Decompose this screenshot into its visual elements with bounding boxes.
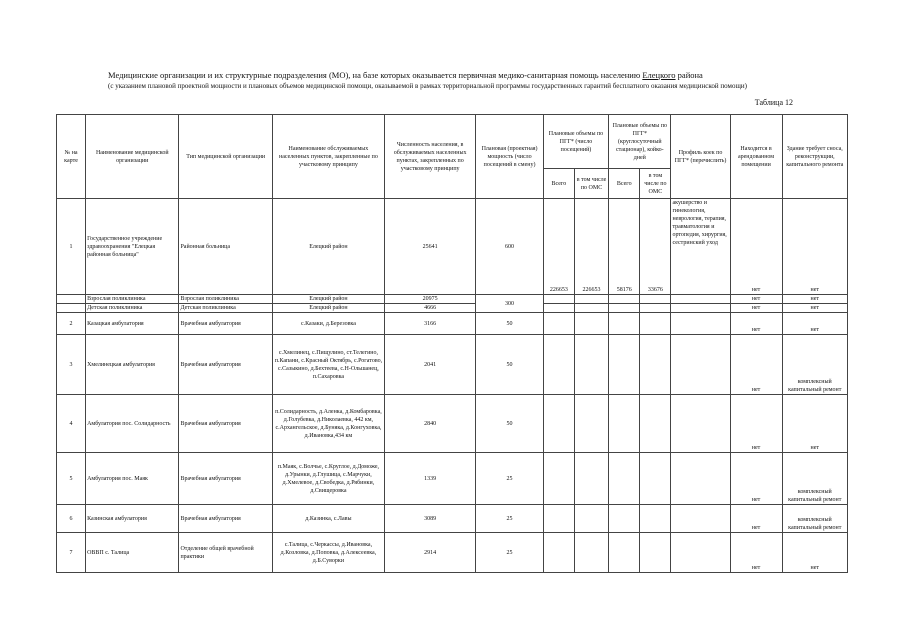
- cell-profile: [671, 505, 730, 533]
- cell-num: 4: [57, 395, 86, 453]
- cell-population: 2840: [384, 395, 475, 453]
- cell-settlements: Елецкий район: [272, 199, 384, 295]
- col-population: Численность населения, в обслуживаемых населенных пунктах, закрепленных по участковому принципу: [384, 115, 475, 199]
- cell-name: Детская поликлиника: [86, 304, 179, 313]
- cell-visits-total: [543, 453, 574, 505]
- cell-repair: нет: [782, 295, 848, 304]
- cell-settlements: с.Хмелинец, с.Пищулино, ст.Телегино, п.Капани, с.Красный Октябрь, с.Рогатово, с.Сазыкино, д.Бехтеева, с.Н-Ольшанец, п.Сахаровка: [272, 335, 384, 395]
- cell-name: Амбулатория пос. Солидарность: [86, 395, 179, 453]
- cell-days-oms: [640, 335, 671, 395]
- cell-name: Взрослая поликлиника: [86, 295, 179, 304]
- cell-type: Врачебная амбулатория: [179, 335, 272, 395]
- col-type: Тип медицинской организации: [179, 115, 272, 199]
- title-suffix: района: [677, 70, 703, 80]
- cell-days-oms: [640, 313, 671, 335]
- cell-profile: [671, 453, 730, 505]
- cell-visits-total: [543, 505, 574, 533]
- cell-days-oms: [640, 395, 671, 453]
- cell-visits-oms: [574, 453, 608, 505]
- cell-repair: комплексный капитальный ремонт: [782, 505, 848, 533]
- col-rented: Находится в арендованном помещении: [730, 115, 782, 199]
- cell-population: 20975: [384, 295, 475, 304]
- cell-name: Государственное учреждение здравоохранения "Елецкая районная больница": [86, 199, 179, 295]
- cell-capacity: 25: [476, 453, 543, 505]
- cell-rented: нет: [730, 533, 782, 573]
- cell-visits-oms: [574, 335, 608, 395]
- cell-settlements: с.Казаки, д.Березовка: [272, 313, 384, 335]
- cell-capacity: 50: [476, 335, 543, 395]
- table-row: [57, 199, 848, 295]
- cell-rented: нет: [730, 395, 782, 453]
- cell-settlements: Елецкий район: [272, 304, 384, 313]
- cell-population: 1339: [384, 453, 475, 505]
- table-row: [57, 295, 848, 304]
- cell-settlements: д.Казинка, с.Лавы: [272, 505, 384, 533]
- cell-days-total: [609, 395, 640, 453]
- cell-num: 2: [57, 313, 86, 335]
- cell-capacity: 50: [476, 313, 543, 335]
- cell-settlements: п.Маяк, с.Волчье, с.Круглое, д.Доможе, д.Урынки, д.Глушица, с.Марчуки, д.Хмелевое, д.Свобедка, д.Рябинки, д.Свищеровка: [272, 453, 384, 505]
- cell-type: Взрослая поликлиника: [179, 295, 272, 304]
- cell-repair: комплексный капитальный ремонт: [782, 335, 848, 395]
- col-days: Плановые объемы по ПГГ* (круглосуточный стационар), койко-дней: [609, 115, 671, 169]
- cell-days-total: [609, 313, 640, 335]
- table-number: Таблица 12: [754, 98, 793, 107]
- cell-repair: нет: [782, 304, 848, 313]
- cell-type: Районная больница: [179, 199, 272, 295]
- table-row: [57, 304, 848, 313]
- cell-visits-oms: [574, 295, 608, 304]
- cell-num: 5: [57, 453, 86, 505]
- cell-rented: нет: [730, 304, 782, 313]
- cell-visits-total: [543, 533, 574, 573]
- cell-rented: нет: [730, 313, 782, 335]
- cell-visits-oms: [574, 395, 608, 453]
- cell-profile: [671, 295, 730, 304]
- cell-name: Казацкая амбулатория: [86, 313, 179, 335]
- cell-days-oms: [640, 304, 671, 313]
- cell-num: 3: [57, 335, 86, 395]
- cell-population: 2041: [384, 335, 475, 395]
- cell-days-total: 58176: [609, 199, 640, 295]
- document-title: [108, 70, 808, 80]
- cell-days-total: [609, 295, 640, 304]
- cell-visits-oms: [574, 505, 608, 533]
- cell-rented: нет: [730, 199, 782, 295]
- cell-num: 1: [57, 199, 86, 295]
- cell-visits-total: [543, 295, 574, 304]
- cell-population: 3166: [384, 313, 475, 335]
- cell-num: 7: [57, 533, 86, 573]
- cell-name: Хмелинецкая амбулатория: [86, 335, 179, 395]
- cell-repair: нет: [782, 313, 848, 335]
- cell-settlements: п.Солидарность, д.Аленка, д.Комбаровка, д.Голубевка, д.Николаевка, 442 км, с.Архангельское, д.Буняка, д.Конгуховка, д.Ивановка,434 км: [272, 395, 384, 453]
- cell-capacity: 25: [476, 505, 543, 533]
- cell-population: 25641: [384, 199, 475, 295]
- cell-rented: нет: [730, 295, 782, 304]
- cell-type: Отделение общей врачебной практики: [179, 533, 272, 573]
- cell-visits-total: [543, 335, 574, 395]
- cell-repair: нет: [782, 533, 848, 573]
- cell-profile: [671, 304, 730, 313]
- table-row: [57, 335, 848, 395]
- cell-settlements: Елецкий район: [272, 295, 384, 304]
- header-row-1: [57, 115, 848, 169]
- cell-name: ОВВП с. Талица: [86, 533, 179, 573]
- cell-name: Амбулатория пос. Маяк: [86, 453, 179, 505]
- cell-days-total: [609, 304, 640, 313]
- cell-days-total: [609, 505, 640, 533]
- cell-settlements: с.Талица, с.Черкассы, д.Ивановка, д.Козловка, д.Поповка, д.Алексеевка, д.Б.Суворки: [272, 533, 384, 573]
- cell-days-oms: [640, 453, 671, 505]
- cell-num: [57, 304, 86, 313]
- cell-days-oms: [640, 295, 671, 304]
- cell-visits-oms: [574, 304, 608, 313]
- cell-profile: [671, 335, 730, 395]
- cell-visits-total: [543, 395, 574, 453]
- cell-visits-total: [543, 313, 574, 335]
- cell-visits-oms: [574, 533, 608, 573]
- cell-repair: нет: [782, 199, 848, 295]
- title-region: Елецкого: [642, 70, 676, 80]
- col-settlements: Наименование обслуживаемых населенных пунктов, закрепленные по участковому принципу: [272, 115, 384, 199]
- cell-rented: нет: [730, 453, 782, 505]
- col-days-oms: в том числе по ОМС: [640, 169, 671, 199]
- organizations-table: [56, 114, 848, 573]
- col-num: № на карте: [57, 115, 86, 199]
- col-profile: Профиль коек по ПГГ* (перечислить): [671, 115, 730, 199]
- cell-population: 2914: [384, 533, 475, 573]
- cell-capacity: 600: [476, 199, 543, 295]
- cell-days-oms: [640, 505, 671, 533]
- cell-days-total: [609, 453, 640, 505]
- cell-profile: [671, 395, 730, 453]
- cell-name: Казинская амбулатория: [86, 505, 179, 533]
- table-row: [57, 453, 848, 505]
- col-capacity: Плановая (проектная) мощность (число посещений в смену): [476, 115, 543, 199]
- cell-capacity: 25: [476, 533, 543, 573]
- col-visits-total: Всего: [543, 169, 574, 199]
- cell-type: Врачебная амбулатория: [179, 453, 272, 505]
- title-text: Медицинские организации и их структурные подразделения (МО), на базе которых оказывается первичная медико-санитарная помощь населению: [108, 70, 641, 80]
- cell-type: Врачебная амбулатория: [179, 395, 272, 453]
- cell-days-oms: [640, 533, 671, 573]
- cell-repair: комплексный капитальный ремонт: [782, 453, 848, 505]
- cell-population: 4666: [384, 304, 475, 313]
- cell-visits-total: [543, 304, 574, 313]
- cell-type: Врачебная амбулатория: [179, 313, 272, 335]
- table-row: [57, 505, 848, 533]
- cell-type: Детская поликлиника: [179, 304, 272, 313]
- col-visits: Плановые объемы по ПГГ* (число посещений): [543, 115, 608, 169]
- cell-visits-total: 226653: [543, 199, 574, 295]
- cell-profile: [671, 313, 730, 335]
- col-name: Наименование медицинской организации: [86, 115, 179, 199]
- cell-num: [57, 295, 86, 304]
- cell-profile: акушерство и гинекология, неврология, терапия, травматология и ортопедия, хирургия, сестринский уход: [671, 199, 730, 295]
- cell-rented: нет: [730, 505, 782, 533]
- cell-profile: [671, 533, 730, 573]
- cell-type: Врачебная амбулатория: [179, 505, 272, 533]
- cell-visits-oms: 226653: [574, 199, 608, 295]
- cell-capacity: 300: [476, 295, 543, 313]
- document-subtitle: (с указанием плановой проектной мощности и плановых объемов медицинской помощи, оказываемой в рамках территориальной программы государственных гарантий бесплатного оказания медицинской помощи): [108, 82, 747, 90]
- cell-rented: нет: [730, 335, 782, 395]
- cell-population: 3089: [384, 505, 475, 533]
- cell-days-total: [609, 335, 640, 395]
- table-row: [57, 533, 848, 573]
- col-days-total: Всего: [609, 169, 640, 199]
- cell-visits-oms: [574, 313, 608, 335]
- col-repair: Здание требует сноса, реконструкции, капитального ремонта: [782, 115, 848, 199]
- cell-days-total: [609, 533, 640, 573]
- cell-num: 6: [57, 505, 86, 533]
- table-row: [57, 395, 848, 453]
- cell-capacity: 50: [476, 395, 543, 453]
- cell-repair: нет: [782, 395, 848, 453]
- table-row: [57, 313, 848, 335]
- cell-days-oms: 33676: [640, 199, 671, 295]
- col-visits-oms: в том числе по ОМС: [574, 169, 608, 199]
